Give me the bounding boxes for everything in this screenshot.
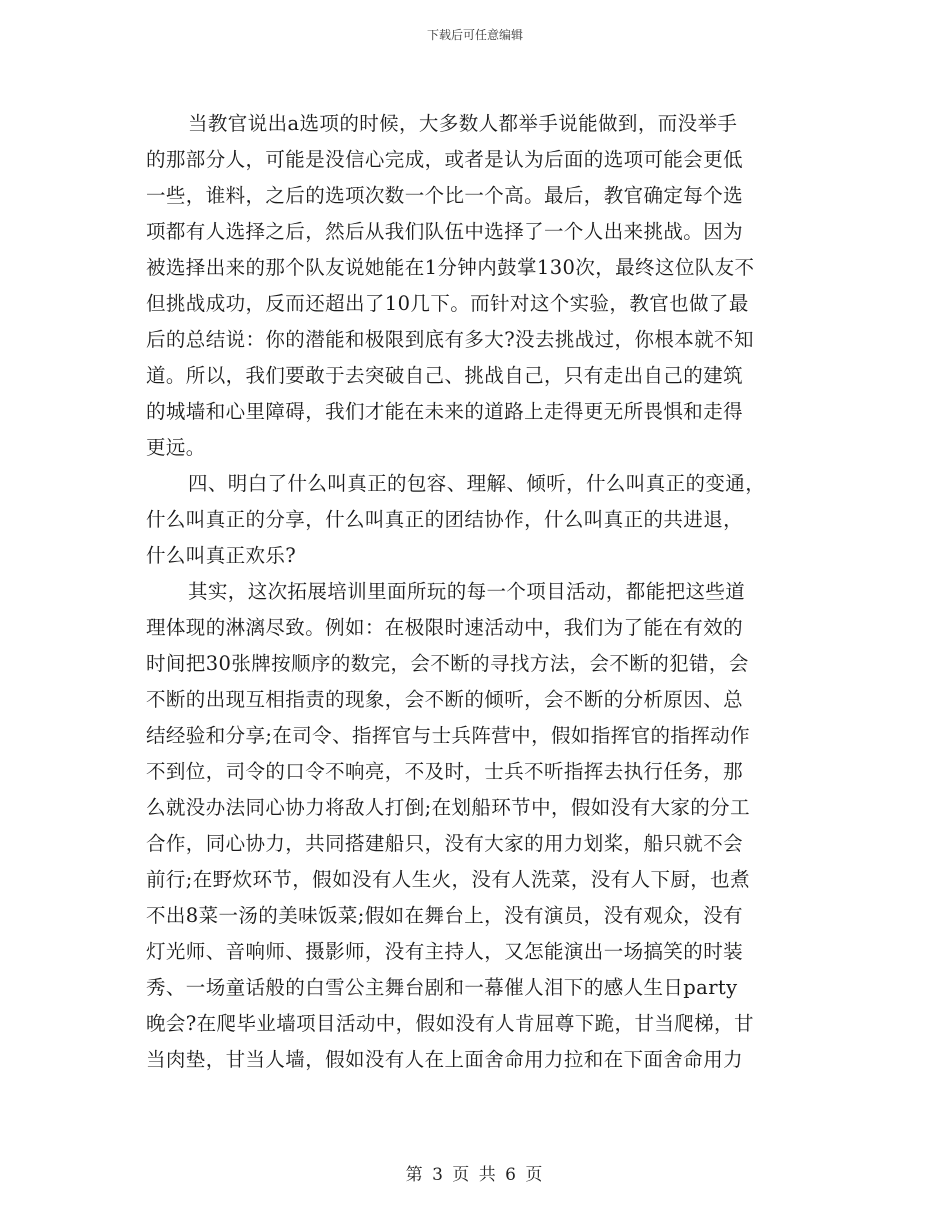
text-line: 道。所以，我们要敢于去突破自己、挑战自己，只有走出自己的建筑 bbox=[146, 364, 744, 387]
text-line: 前行;在野炊环节，假如没有人生火，没有人洗菜，没有人下厨，也煮 bbox=[146, 868, 750, 891]
text-line: 的那部分人，可能是没信心完成，或者是认为后面的选项可能会更低 bbox=[146, 148, 744, 171]
text-line: 晚会?在爬毕业墙项目活动中，假如没有人肯屈尊下跪，甘当爬梯，甘 bbox=[146, 1012, 754, 1035]
text-line: 不断的出现互相指责的现象，会不断的倾听，会不断的分析原因、总 bbox=[146, 688, 744, 711]
text-line: 后的总结说：你的潜能和极限到底有多大?没去挑战过，你根本就不知 bbox=[146, 328, 754, 351]
section-heading-line: 什么叫真正欢乐? bbox=[146, 544, 297, 567]
text-line: 么就没办法同心协力将敌人打倒;在划船环节中，假如没有大家的分工 bbox=[146, 796, 750, 819]
page-header: 下载后可任意编辑 bbox=[426, 28, 523, 42]
page-number-footer: 第 3 页 共 6 页 bbox=[405, 1165, 545, 1185]
text-line: 一些，谁料，之后的选项次数一个比一个高。最后，教官确定每个选 bbox=[146, 184, 744, 207]
text-line: 其实，这次拓展培训里面所玩的每一个项目活动，都能把这些道 bbox=[188, 580, 746, 603]
text-line: 不出8菜一汤的美味饭菜;假如在舞台上，没有演员，没有观众，没有 bbox=[146, 904, 743, 927]
section-heading-line: 四、明白了什么叫真正的包容、理解、倾听，什么叫真正的变通， bbox=[188, 472, 766, 495]
text-line: 但挑战成功，反而还超出了10几下。而针对这个实验，教官也做了最 bbox=[146, 292, 749, 315]
text-line: 合作，同心协力，共同搭建船只，没有大家的用力划桨，船只就不会 bbox=[146, 832, 744, 855]
text-line: 项都有人选择之后，然后从我们队伍中选择了一个人出来挑战。因为 bbox=[146, 220, 744, 243]
text-line: 秀、一场童话般的白雪公主舞台剧和一幕催人泪下的感人生日party bbox=[146, 976, 738, 999]
text-line: 时间把30张牌按顺序的数完，会不断的寻找方法，会不断的犯错，会 bbox=[146, 652, 749, 675]
section-heading-line: 什么叫真正的分享，什么叫真正的团结协作，什么叫真正的共进退， bbox=[146, 508, 744, 531]
text-line: 结经验和分享;在司令、指挥官与士兵阵营中，假如指挥官的指挥动作 bbox=[146, 724, 750, 747]
text-line: 更远。 bbox=[146, 436, 206, 459]
text-line: 不到位，司令的口令不响亮，不及时，士兵不听指挥去执行任务，那 bbox=[146, 760, 744, 783]
text-line: 理体现的淋漓尽致。例如：在极限时速活动中，我们为了能在有效的 bbox=[146, 616, 744, 639]
text-line: 被选择出来的那个队友说她能在1分钟内鼓掌130次，最终这位队友不 bbox=[146, 256, 755, 279]
text-line: 灯光师、音响师、摄影师，没有主持人，又怎能演出一场搞笑的时装 bbox=[146, 940, 744, 963]
text-line: 当教官说出a选项的时候，大多数人都举手说能做到，而没举手 bbox=[188, 112, 738, 135]
text-line: 当肉垫，甘当人墙，假如没有人在上面舍命用力拉和在下面舍命用力 bbox=[146, 1048, 744, 1071]
document-body bbox=[146, 106, 802, 1078]
text-line: 的城墙和心里障碍，我们才能在未来的道路上走得更无所畏惧和走得 bbox=[146, 400, 744, 423]
